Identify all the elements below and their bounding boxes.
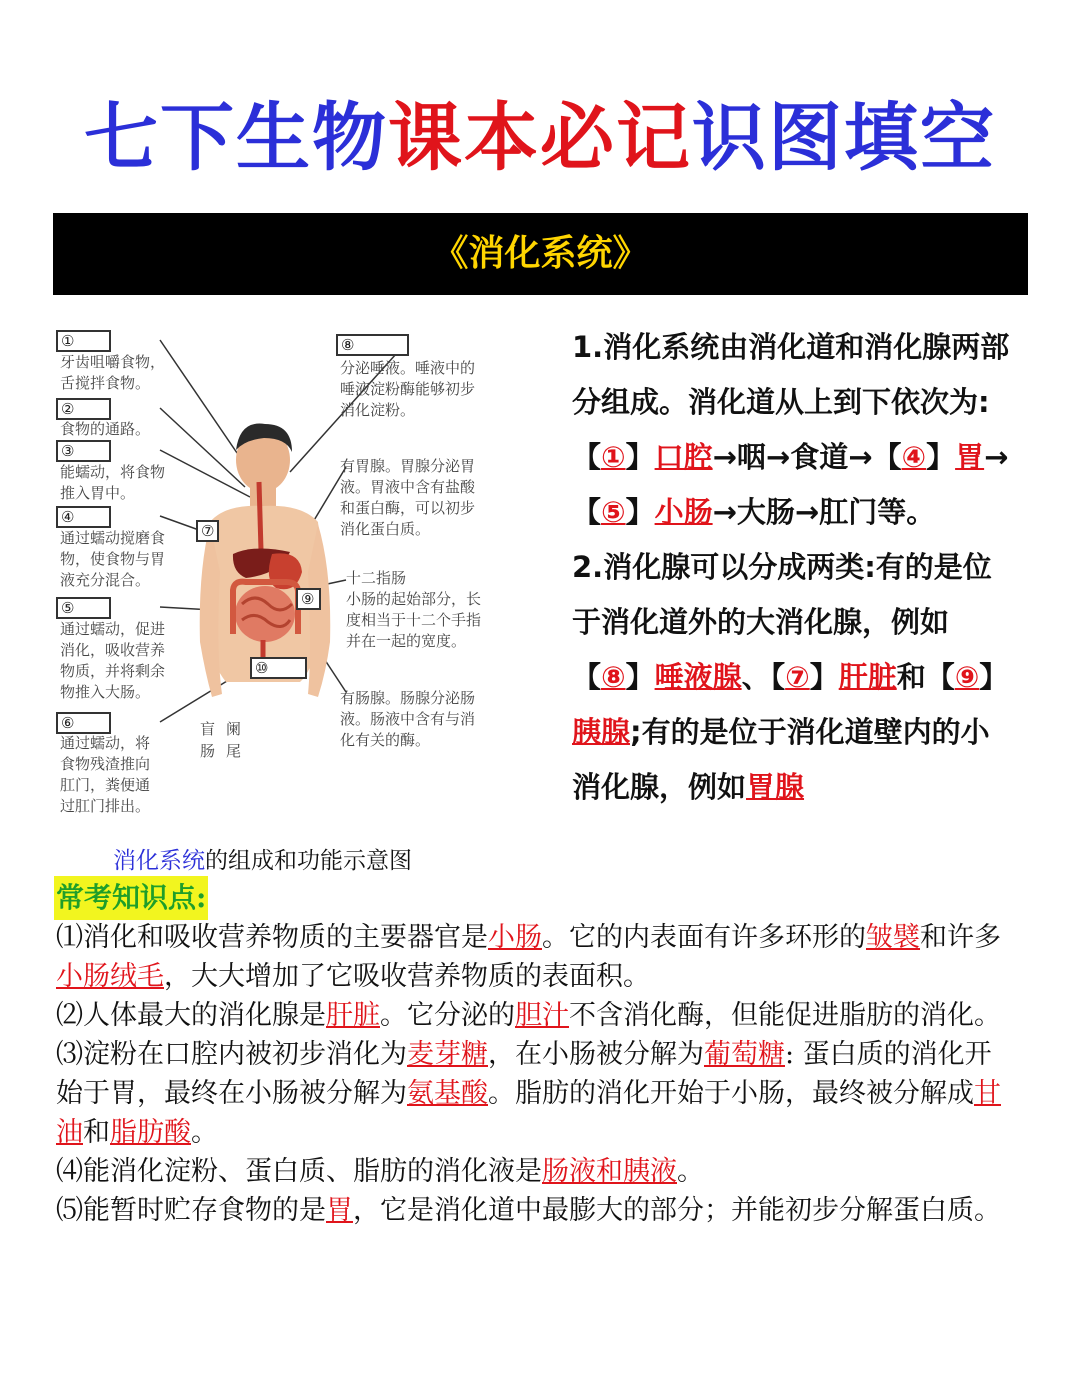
note-stomach: 通过蠕动搅磨食 物，使食物与胃 液充分混合。 bbox=[60, 529, 166, 589]
note-salivary-gland: 分泌唾液。唾液中的 唾液淀粉酶能够初步 消化淀粉。 bbox=[340, 359, 476, 419]
key-point-5: ⑸能暂时贮存食物的是胃，它是消化道中最膨大的部分；并能初步分解蛋白质。 bbox=[56, 1195, 1001, 1226]
key-points bbox=[56, 918, 1016, 1230]
note-gastric-gland: 有胃腺。胃腺分泌胃 液。胃液中含有盐酸 和蛋白酶，可以初步 消化蛋白质。 bbox=[340, 457, 476, 538]
diagram-caption: 消化系统的组成和功能示意图 bbox=[113, 848, 412, 874]
label-box-9: ⑨ bbox=[296, 588, 321, 610]
label-box-6: ⑥ bbox=[56, 712, 111, 734]
note-small-intestine: 通过蠕动，促进 消化，吸收营养 物质，并将剩余 物推入大肠。 bbox=[60, 620, 166, 701]
fill-paragraph-2: 2.消化腺可以分成两类:有的是位于消化道外的大消化腺，例如【⑧】唾液腺、【⑦】肝脏和【⑨】胰腺;有的是位于消化道壁内的小消化腺，例如胃腺 bbox=[572, 550, 1009, 804]
key-point-1: ⑴消化和吸收营养物质的主要器官是小肠。它的内表面有许多环形的皱襞和许多 小肠绒毛，大大增加了它吸收营养物质的表面积。 bbox=[56, 922, 1001, 992]
label-box-10: ⑩ bbox=[250, 657, 307, 679]
key-points-title: 常考知识点: bbox=[54, 876, 208, 920]
fill-paragraph-1: 1.消化系统由消化道和消化腺两部分组成。消化道从上到下依次为:【①】口腔→咽→食道→【④】胃→【⑤】小肠→大肠→肛门等。 bbox=[572, 330, 1010, 529]
key-point-3: ⑶淀粉在口腔内被初步消化为麦芽糖，在小肠被分解为葡萄糖: 蛋白质的消化开始于胃，最终在小肠被分解为氨基酸。脂肪的消化开始于小肠，最终被分解成甘油和脂肪酸。 bbox=[56, 1039, 1001, 1148]
label-appendix: 阑尾 bbox=[226, 720, 242, 760]
key-point-2: ⑵人体最大的消化腺是肝脏。它分泌的胆汁不含消化酶，但能促进脂肪的消化。 bbox=[56, 1000, 1001, 1031]
note-duodenum: 十二指肠 小肠的起始部分，长 度相当于十二个手指 并在一起的宽度。 bbox=[346, 569, 482, 650]
note-pharynx: 食物的通路。 bbox=[60, 420, 151, 438]
label-box-4: ④ bbox=[56, 506, 111, 528]
page-title: 七下生物课本必记识图填空 bbox=[84, 95, 996, 181]
label-box-8: ⑧ bbox=[336, 334, 409, 356]
label-box-1: ① bbox=[56, 330, 111, 352]
label-box-5: ⑤ bbox=[56, 597, 111, 619]
label-box-7: ⑦ bbox=[196, 520, 219, 542]
section-title: 《消化系统》 bbox=[432, 233, 649, 274]
note-intestinal-gland: 有肠腺。肠腺分泌肠 液。肠液中含有与消 化有关的酶。 bbox=[340, 689, 476, 749]
note-mouth: 牙齿咀嚼食物， 舌搅拌食物。 bbox=[60, 353, 166, 392]
label-cecum: 盲肠 bbox=[200, 720, 216, 760]
label-box-2: ② bbox=[56, 398, 111, 420]
section-banner bbox=[53, 213, 1028, 295]
note-large-intestine: 通过蠕动，将 食物残渣推向 肛门，粪便通 过肛门排出。 bbox=[60, 734, 151, 815]
key-point-4: ⑷能消化淀粉、蛋白质、脂肪的消化液是肠液和胰液。 bbox=[56, 1156, 704, 1187]
note-esophagus: 能蠕动，将食物 推入胃中。 bbox=[60, 463, 166, 502]
digestive-system-diagram bbox=[50, 322, 550, 842]
fill-blank-text bbox=[572, 320, 1012, 815]
label-box-3: ③ bbox=[56, 440, 111, 462]
